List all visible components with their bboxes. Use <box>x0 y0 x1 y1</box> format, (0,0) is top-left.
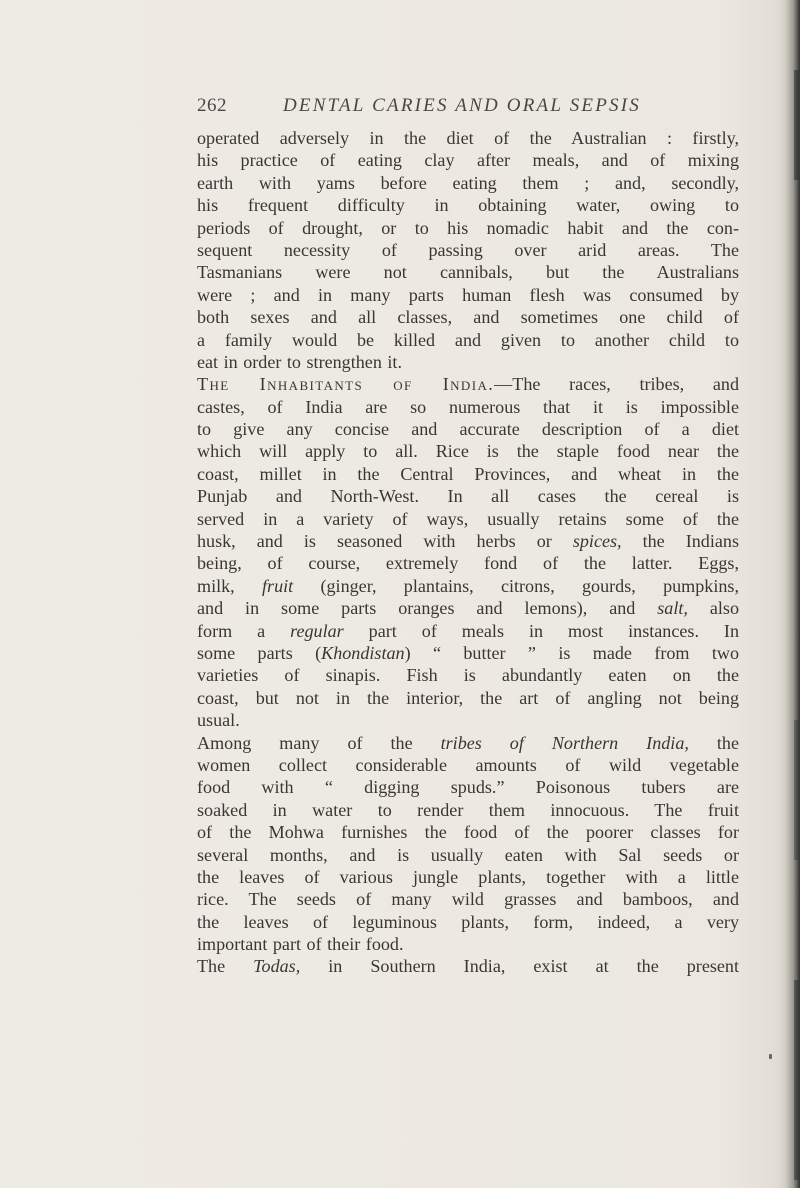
text-run: Among many of the <box>197 732 441 753</box>
text-line <box>197 776 739 798</box>
text-line <box>197 194 739 216</box>
italic-text: regular <box>290 620 344 641</box>
text-line <box>197 463 739 485</box>
text-run: to give any concise and accurate description of a diet <box>197 419 739 440</box>
text-run: periods of drought, or to his nomadic habit and the con- <box>197 217 739 238</box>
text-line <box>197 620 739 642</box>
page-edge-mark <box>794 720 799 860</box>
text-line <box>197 955 739 977</box>
text-line <box>197 351 739 373</box>
text-run: varieties of sinapis. Fish is abundantly eaten on the <box>197 665 739 686</box>
text-run: Punjab and North-West. In all cases the cereal is <box>197 486 739 507</box>
text-run: operated adversely in the diet of the Australian : firstly, <box>197 128 739 148</box>
text-run: sequent necessity of passing over arid areas. The <box>197 239 739 260</box>
text-line <box>197 329 739 351</box>
italic-text: spices, <box>572 531 622 552</box>
text-line <box>197 172 739 194</box>
text-line <box>197 709 739 731</box>
text-run: the leaves of various jungle plants, together with a little <box>197 866 739 887</box>
text-line <box>197 754 739 776</box>
text-run: milk, <box>197 575 262 596</box>
text-run: women collect considerable amounts of wild vegetable <box>197 754 739 775</box>
text-line <box>197 530 739 552</box>
text-run: important part of their food. <box>197 934 404 955</box>
italic-text: fruit <box>262 575 294 596</box>
section-heading: The Inhabitants of India. <box>197 374 495 395</box>
text-line <box>197 217 739 239</box>
text-run: ) “ butter ” is made from two <box>404 642 739 663</box>
text-line <box>197 239 739 261</box>
page-edge-mark <box>794 980 799 1180</box>
text-line <box>197 821 739 843</box>
text-run: both sexes and all classes, and sometimes one child of <box>197 307 739 328</box>
text-line <box>197 261 739 283</box>
text-line <box>197 306 739 328</box>
text-line <box>197 508 739 530</box>
text-run: served in a variety of ways, usually retains some of the <box>197 508 739 529</box>
text-run: eat in order to strengthen it. <box>197 351 402 372</box>
text-run: part of meals in most instances. In <box>343 620 739 641</box>
text-run: usual. <box>197 710 240 731</box>
text-line <box>197 440 739 462</box>
text-run: food with “ digging spuds.” Poisonous tubers are <box>197 777 739 798</box>
text-line <box>197 933 739 955</box>
text-line <box>197 284 739 306</box>
text-run: his practice of eating clay after meals, and of mixing <box>197 150 739 171</box>
text-run: the Indians <box>621 531 739 552</box>
body-text <box>197 127 739 978</box>
text-run: coast, millet in the Central Provinces, and wheat in the <box>197 463 739 484</box>
text-line <box>197 373 739 395</box>
text-run: a family would be killed and given to another child to <box>197 329 739 350</box>
text-line <box>197 127 739 149</box>
text-run: several months, and is usually eaten with Sal seeds or <box>197 844 739 865</box>
italic-text: tribes of Northern India, <box>440 732 689 753</box>
text-line <box>197 911 739 933</box>
page-header <box>197 95 716 121</box>
text-line <box>197 418 739 440</box>
text-line <box>197 844 739 866</box>
text-line <box>197 485 739 507</box>
text-run: in Southern India, exist at the present <box>300 956 739 977</box>
text-run: rice. The seeds of many wild grasses and bamboos, and <box>197 889 739 910</box>
text-run: soaked in water to render them innocuous. The fruit <box>197 799 739 820</box>
page-number: 262 <box>197 95 227 116</box>
italic-text: Todas, <box>253 956 301 977</box>
text-line <box>197 888 739 910</box>
italic-text: Khondistan <box>321 642 405 663</box>
text-run: the leaves of leguminous plants, form, indeed, a very <box>197 911 739 932</box>
text-line <box>197 597 739 619</box>
text-run: husk, and is seasoned with herbs or <box>197 531 573 552</box>
text-run: —The races, tribes, and <box>494 374 740 395</box>
text-run: and in some parts oranges and lemons), and <box>197 598 658 619</box>
text-run: form a <box>197 620 291 641</box>
text-run: (ginger, plantains, citrons, gourds, pumpkins, <box>293 575 739 596</box>
text-run: the <box>688 732 739 753</box>
text-run: some parts ( <box>197 642 322 663</box>
text-line <box>197 732 739 754</box>
text-run: coast, but not in the interior, the art of angling not being <box>197 687 739 708</box>
page-edge-mark <box>794 70 799 180</box>
text-line <box>197 575 739 597</box>
text-line <box>197 799 739 821</box>
text-run: which will apply to all. Rice is the staple food near the <box>197 441 739 462</box>
text-run: were ; and in many parts human flesh was consumed by <box>197 284 739 305</box>
text-line <box>197 664 739 686</box>
italic-text: salt, <box>657 598 688 619</box>
text-run: earth with yams before eating them ; and, secondly, <box>197 172 739 193</box>
text-line <box>197 396 739 418</box>
text-run: also <box>687 598 740 619</box>
text-line <box>197 552 739 574</box>
text-run: Tasmanians were not cannibals, but the Australians <box>197 262 739 283</box>
text-run: castes, of India are so numerous that it is impossible <box>197 396 739 417</box>
text-run: The <box>197 956 254 977</box>
text-run: of the Mohwa furnishes the food of the poorer classes for <box>197 822 739 843</box>
text-run: his frequent difficulty in obtaining water, owing to <box>197 195 739 216</box>
running-head: DENTAL CARIES AND ORAL SEPSIS <box>283 95 641 116</box>
text-line <box>197 687 739 709</box>
text-run: being, of course, extremely fond of the latter. Eggs, <box>197 553 739 574</box>
stray-ink-mark <box>769 1054 772 1059</box>
text-line <box>197 149 739 171</box>
text-line <box>197 866 739 888</box>
text-line <box>197 642 739 664</box>
